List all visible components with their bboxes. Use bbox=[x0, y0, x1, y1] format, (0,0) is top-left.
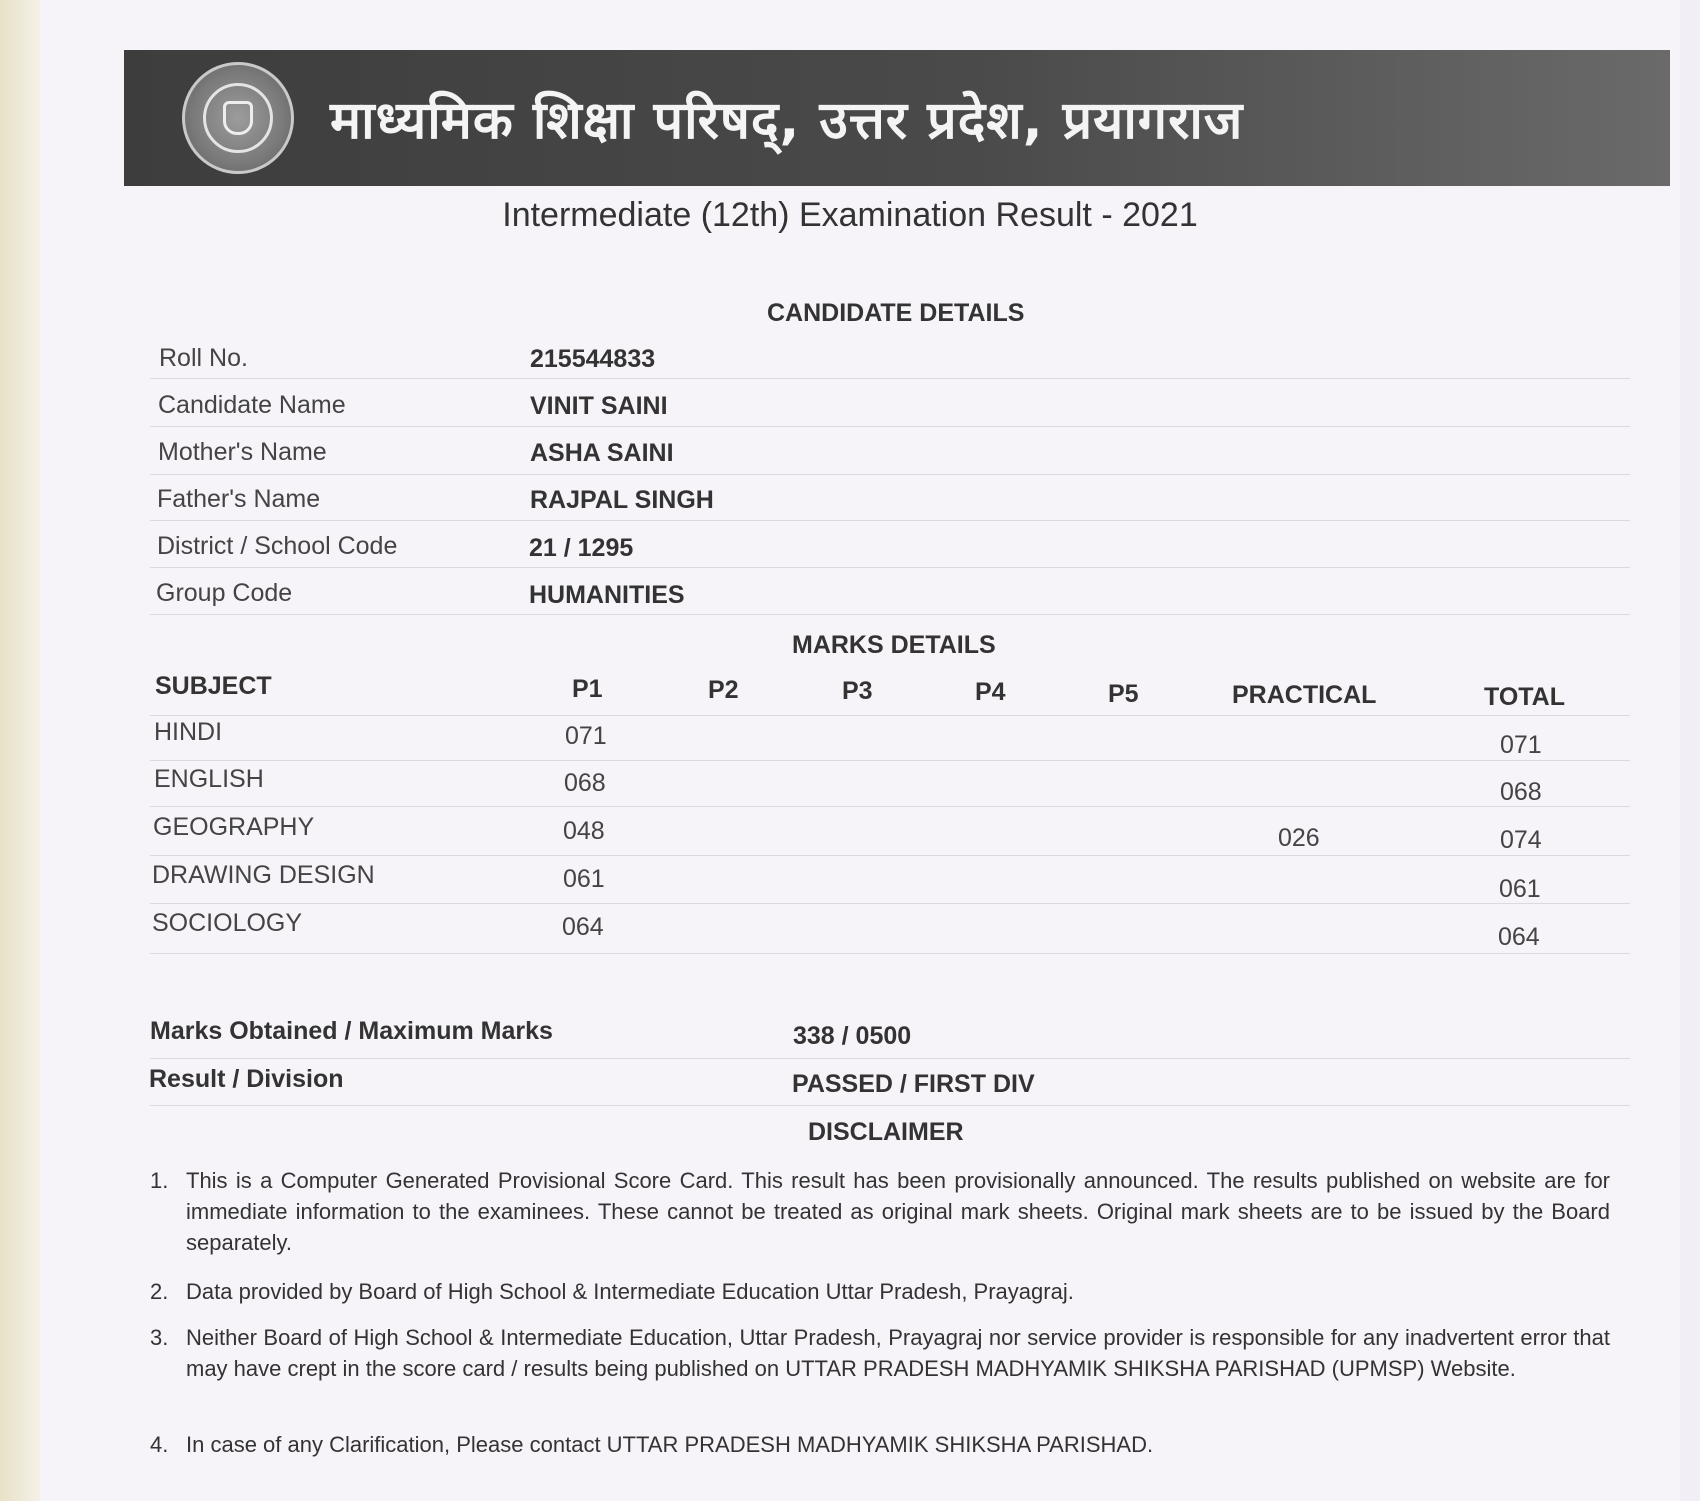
board-banner bbox=[124, 50, 1670, 186]
table-row-total: 071 bbox=[1500, 731, 1542, 759]
col-header-p5: P5 bbox=[1108, 680, 1139, 708]
group-code-label: Group Code bbox=[156, 579, 293, 607]
mother-name-value: ASHA SAINI bbox=[530, 439, 674, 467]
table-row-total: 074 bbox=[1500, 826, 1542, 854]
disclaimer-item: 4. In case of any Clarification, Please contact UTTAR PRADESH MADHYAMIK SHIKSHA PARISHAD. bbox=[150, 1432, 1154, 1457]
candidate-name-value: VINIT SAINI bbox=[530, 392, 668, 420]
table-row-subject: DRAWING DESIGN bbox=[152, 861, 375, 889]
disclaimer-item: 3. Neither Board of High School & Intermediate Education, Uttar Pradesh, Prayagraj nor service provider is responsible for any inadvertent error that may have crept in the score card / results being published on UTTAR PRADESH MADHYAMIK SHIKSHA PARISHAD (UPMSP) Website. bbox=[150, 1325, 1610, 1381]
table-row-p1: 048 bbox=[563, 817, 605, 845]
candidate-name-label: Candidate Name bbox=[158, 391, 346, 419]
father-name-label: Father's Name bbox=[157, 485, 321, 513]
table-row-total: 064 bbox=[1498, 923, 1540, 951]
district-school-code-label: District / School Code bbox=[157, 532, 398, 560]
district-school-code-value: 21 / 1295 bbox=[529, 534, 634, 562]
board-seal-icon bbox=[182, 62, 294, 174]
marks-section-title: MARKS DETAILS bbox=[792, 631, 996, 659]
father-name-value: RAJPAL SINGH bbox=[530, 486, 714, 514]
table-row-p1: 064 bbox=[562, 913, 604, 941]
col-header-p3: P3 bbox=[842, 677, 873, 705]
col-header-practical: PRACTICAL bbox=[1232, 681, 1377, 709]
group-code-value: HUMANITIES bbox=[529, 581, 685, 609]
table-row-subject: SOCIOLOGY bbox=[152, 909, 303, 937]
table-row-subject: HINDI bbox=[154, 718, 223, 746]
mother-name-label: Mother's Name bbox=[158, 438, 327, 466]
candidate-section-title: CANDIDATE DETAILS bbox=[767, 299, 1025, 327]
col-header-p4: P4 bbox=[975, 678, 1006, 706]
result-division-label: Result / Division bbox=[149, 1065, 344, 1093]
marks-obtained-value: 338 / 0500 bbox=[793, 1022, 912, 1050]
table-row-subject: GEOGRAPHY bbox=[153, 813, 315, 841]
disclaimer-item: 2. Data provided by Board of High School & Intermediate Education Uttar Pradesh, Prayagraj. bbox=[150, 1279, 1074, 1304]
result-division-value: PASSED / FIRST DIV bbox=[792, 1070, 1035, 1098]
col-header-p2: P2 bbox=[708, 676, 739, 704]
col-header-subject: SUBJECT bbox=[155, 672, 272, 700]
table-row-total: 061 bbox=[1499, 875, 1541, 903]
table-row-subject: ENGLISH bbox=[154, 765, 264, 793]
exam-title: Intermediate (12th) Examination Result - 2021 bbox=[502, 196, 1198, 234]
marks-obtained-label: Marks Obtained / Maximum Marks bbox=[150, 1017, 553, 1045]
table-row-practical: 026 bbox=[1278, 824, 1320, 852]
roll-no-label: Roll No. bbox=[159, 344, 248, 372]
table-row-p1: 071 bbox=[565, 722, 607, 750]
table-row-p1: 068 bbox=[564, 769, 606, 797]
col-header-total: TOTAL bbox=[1484, 683, 1566, 711]
table-row-total: 068 bbox=[1500, 778, 1542, 806]
board-name: माध्यमिक शिक्षा परिषद्, उत्तर प्रदेश, प्रयागराज bbox=[330, 90, 1244, 151]
table-row-p1: 061 bbox=[563, 865, 605, 893]
roll-no-value: 215544833 bbox=[530, 345, 656, 373]
disclaimer-item: 1. This is a Computer Generated Provisional Score Card. This result has been provisionally announced. The results published on website are for immediate information to the examinees. These cannot be treated as original mark sheets. Original mark sheets are to be issued by the Board separately. bbox=[150, 1168, 1610, 1255]
disclaimer-title: DISCLAIMER bbox=[808, 1118, 964, 1146]
col-header-p1: P1 bbox=[572, 675, 603, 703]
